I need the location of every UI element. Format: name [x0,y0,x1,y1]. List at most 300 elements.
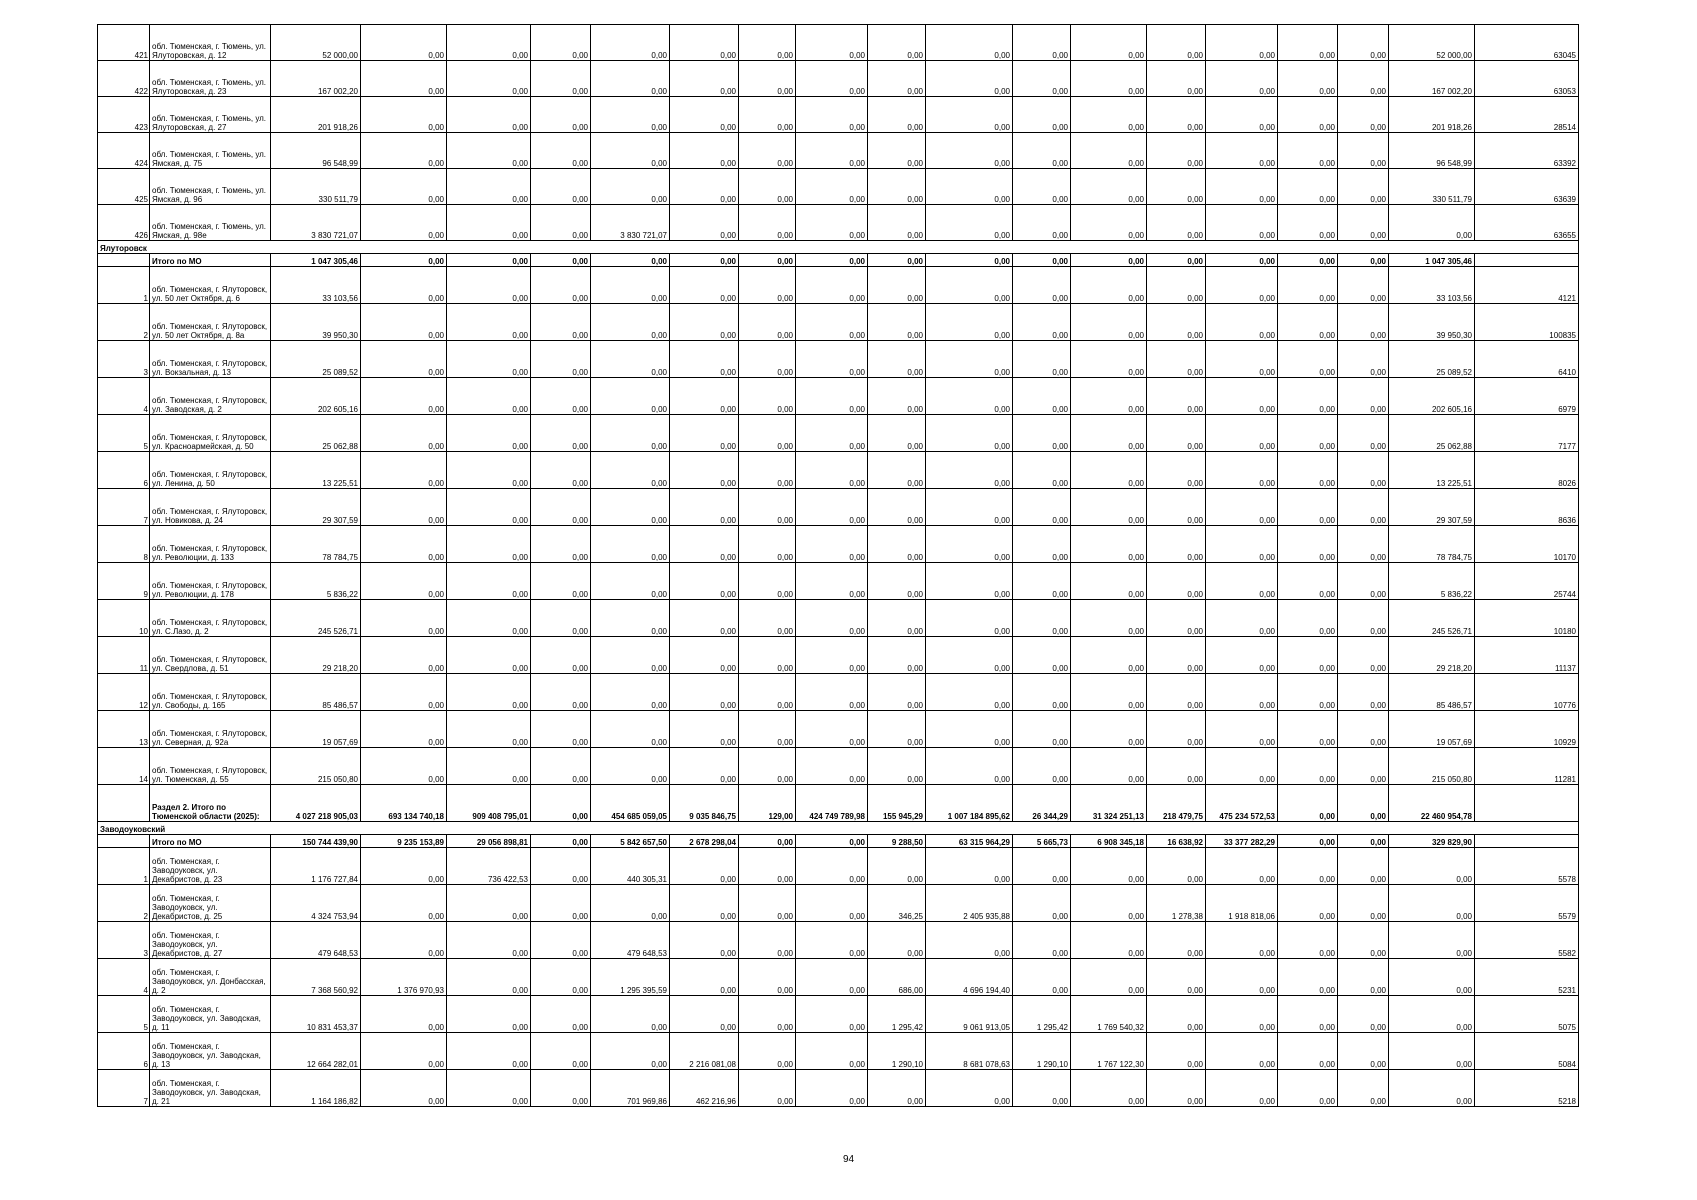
amount-cell: 0,00 [591,341,670,378]
amount-cell: 31 324 251,13 [1071,785,1147,822]
amount-cell: 0,00 [926,341,1013,378]
amount-cell: 0,00 [868,254,926,267]
amount-cell: 0,00 [796,254,868,267]
amount-cell: 0,00 [926,637,1013,674]
amount-cell: 1 164 186,82 [271,1070,361,1107]
table-row [98,600,1579,637]
amount-cell: 0,00 [796,267,868,304]
amount-cell: 0,00 [1278,922,1338,959]
amount-cell: 0,00 [868,563,926,600]
amount-cell: 167 002,20 [1389,61,1475,97]
amount-cell: 0,00 [1338,489,1389,526]
house-id-cell: 11137 [1475,637,1579,674]
amount-cell: 0,00 [447,1070,531,1107]
address-cell: обл. Тюменская, г. Ялуторовск, ул. Красноармейская, д. 50 [150,415,271,452]
amount-cell: 201 918,26 [1389,97,1475,133]
amount-cell: 4 027 218 905,03 [271,785,361,822]
table-row [98,341,1579,378]
amount-cell: 0,00 [1338,848,1389,885]
amount-cell: 0,00 [739,526,796,563]
house-id-cell: 10929 [1475,711,1579,748]
house-id-cell: 7177 [1475,415,1579,452]
table-row [98,452,1579,489]
table-row [98,848,1579,885]
amount-cell: 0,00 [1071,748,1147,785]
amount-cell: 0,00 [1147,526,1206,563]
amount-cell: 29 218,20 [1389,637,1475,674]
amount-cell: 0,00 [796,711,868,748]
amount-cell: 0,00 [1338,97,1389,133]
amount-cell: 0,00 [739,674,796,711]
table-row [98,885,1579,922]
amount-cell: 13 225,51 [271,452,361,489]
amount-cell: 0,00 [670,169,739,205]
amount-cell: 0,00 [531,97,591,133]
amount-cell: 0,00 [926,452,1013,489]
amount-cell: 0,00 [1013,674,1071,711]
row-number-cell: 7 [98,1070,150,1107]
amount-cell: 0,00 [926,205,1013,241]
amount-cell: 0,00 [1206,959,1278,996]
amount-cell: 29 218,20 [271,637,361,674]
amount-cell: 0,00 [739,959,796,996]
amount-cell: 0,00 [739,835,796,848]
amount-cell: 0,00 [361,600,447,637]
amount-cell: 0,00 [1278,785,1338,822]
amount-cell: 0,00 [739,637,796,674]
amount-cell: 0,00 [1278,996,1338,1033]
amount-cell: 0,00 [739,415,796,452]
section-header-row [98,822,1579,835]
amount-cell: 0,00 [447,169,531,205]
table-row [98,267,1579,304]
amount-cell: 0,00 [1147,637,1206,674]
amount-cell: 0,00 [670,378,739,415]
amount-cell: 0,00 [739,378,796,415]
amount-cell: 0,00 [1338,526,1389,563]
amount-cell: 0,00 [1389,922,1475,959]
row-number-cell: 422 [98,61,150,97]
amount-cell: 1 290,10 [1013,1033,1071,1070]
amount-cell: 0,00 [591,169,670,205]
amount-cell: 202 605,16 [271,378,361,415]
amount-cell: 0,00 [1338,674,1389,711]
amount-cell: 0,00 [361,637,447,674]
amount-cell: 0,00 [796,341,868,378]
amount-cell: 0,00 [1013,711,1071,748]
amount-cell: 96 548,99 [271,133,361,169]
amount-cell: 0,00 [868,1070,926,1107]
amount-cell: 909 408 795,01 [447,785,531,822]
amount-cell: 0,00 [1071,885,1147,922]
row-number-cell: 424 [98,133,150,169]
amount-cell: 5 842 657,50 [591,835,670,848]
amount-cell: 0,00 [868,711,926,748]
amount-cell: 0,00 [670,922,739,959]
house-id-cell: 28514 [1475,97,1579,133]
amount-cell: 0,00 [1147,169,1206,205]
amount-cell: 0,00 [926,922,1013,959]
amount-cell: 16 638,92 [1147,835,1206,848]
amount-cell: 0,00 [531,922,591,959]
amount-cell: 85 486,57 [271,674,361,711]
amount-cell: 462 216,96 [670,1070,739,1107]
amount-cell: 215 050,80 [1389,748,1475,785]
amount-cell: 0,00 [1013,452,1071,489]
amount-cell: 0,00 [1147,254,1206,267]
amount-cell: 0,00 [1071,959,1147,996]
address-cell: обл. Тюменская, г. Заводоуковск, ул. Заводская, д. 21 [150,1070,271,1107]
house-id-cell [1475,785,1579,822]
amount-cell: 0,00 [1147,922,1206,959]
amount-cell: 0,00 [1206,304,1278,341]
amount-cell: 0,00 [361,526,447,563]
amount-cell: 0,00 [531,489,591,526]
amount-cell: 0,00 [1206,489,1278,526]
amount-cell: 1 047 305,46 [1389,254,1475,267]
address-cell: обл. Тюменская, г. Ялуторовск, ул. Ленина, д. 50 [150,452,271,489]
amount-cell: 0,00 [1013,61,1071,97]
address-cell: Итого по МО [150,835,271,848]
house-id-cell: 63392 [1475,133,1579,169]
amount-cell: 0,00 [868,205,926,241]
amount-cell: 0,00 [739,452,796,489]
table-row [98,489,1579,526]
amount-cell: 1 769 540,32 [1071,996,1147,1033]
amount-cell: 479 648,53 [271,922,361,959]
amount-cell: 0,00 [739,600,796,637]
amount-cell: 0,00 [670,489,739,526]
amount-cell: 0,00 [1278,169,1338,205]
amount-cell: 0,00 [1071,304,1147,341]
row-number-cell: 426 [98,205,150,241]
amount-cell: 0,00 [1338,637,1389,674]
amount-cell: 0,00 [591,97,670,133]
address-cell: обл. Тюменская, г. Ялуторовск, ул. С.Лазо, д. 2 [150,600,271,637]
amount-cell: 0,00 [1338,61,1389,97]
amount-cell: 0,00 [1338,785,1389,822]
amount-cell: 0,00 [1147,452,1206,489]
amount-cell: 0,00 [1071,378,1147,415]
amount-cell: 0,00 [531,885,591,922]
amount-cell: 0,00 [926,748,1013,785]
amount-cell: 701 969,86 [591,1070,670,1107]
amount-cell: 0,00 [1071,169,1147,205]
address-cell: обл. Тюменская, г. Заводоуковск, ул. Декабристов, д. 23 [150,848,271,885]
total-row [98,254,1579,267]
amount-cell: 0,00 [531,674,591,711]
amount-cell: 0,00 [591,711,670,748]
amount-cell: 0,00 [1278,254,1338,267]
amount-cell: 0,00 [1071,489,1147,526]
amount-cell: 0,00 [447,341,531,378]
amount-cell: 0,00 [670,341,739,378]
amount-cell: 201 918,26 [271,97,361,133]
amount-cell: 0,00 [361,205,447,241]
amount-cell: 0,00 [1278,61,1338,97]
amount-cell: 0,00 [670,304,739,341]
amount-cell: 0,00 [1278,1033,1338,1070]
amount-cell: 0,00 [739,61,796,97]
amount-cell: 0,00 [447,674,531,711]
amount-cell: 0,00 [361,1070,447,1107]
amount-cell: 0,00 [796,415,868,452]
house-id-cell: 63053 [1475,61,1579,97]
row-number-cell: 1 [98,848,150,885]
amount-cell: 0,00 [447,254,531,267]
amount-cell: 63 315 964,29 [926,835,1013,848]
amount-cell: 0,00 [531,205,591,241]
table-row [98,711,1579,748]
amount-cell: 0,00 [1147,674,1206,711]
amount-cell: 0,00 [1147,61,1206,97]
total-row [98,785,1579,822]
amount-cell: 0,00 [531,304,591,341]
amount-cell: 0,00 [1278,378,1338,415]
amount-cell: 0,00 [447,378,531,415]
amount-cell: 346,25 [868,885,926,922]
amount-cell: 0,00 [1206,600,1278,637]
amount-cell: 0,00 [447,563,531,600]
amount-cell: 0,00 [1206,1033,1278,1070]
amount-cell: 33 103,56 [271,267,361,304]
amount-cell: 0,00 [531,1033,591,1070]
amount-cell: 0,00 [531,1070,591,1107]
amount-cell: 0,00 [1206,1070,1278,1107]
amount-cell: 0,00 [447,61,531,97]
amount-cell: 0,00 [1147,1033,1206,1070]
amount-cell: 0,00 [447,600,531,637]
amount-cell: 0,00 [361,563,447,600]
amount-cell: 0,00 [1071,1070,1147,1107]
table-row [98,563,1579,600]
row-number-cell: 9 [98,563,150,600]
section-title: Ялуторовск [98,241,1579,254]
address-cell: обл. Тюменская, г. Заводоуковск, ул. Декабристов, д. 25 [150,885,271,922]
amount-cell: 0,00 [1338,711,1389,748]
house-id-cell: 6410 [1475,341,1579,378]
amount-cell: 0,00 [1147,489,1206,526]
table-row [98,526,1579,563]
amount-cell: 0,00 [1338,885,1389,922]
amount-cell: 78 784,75 [1389,526,1475,563]
amount-cell: 0,00 [447,415,531,452]
amount-cell: 0,00 [531,959,591,996]
amount-cell: 0,00 [447,25,531,61]
amount-cell: 0,00 [739,267,796,304]
amount-cell: 0,00 [1147,848,1206,885]
amount-cell: 0,00 [670,711,739,748]
amount-cell: 0,00 [1206,61,1278,97]
amount-cell: 96 548,99 [1389,133,1475,169]
amount-cell: 0,00 [531,996,591,1033]
amount-cell: 0,00 [1147,205,1206,241]
amount-cell: 0,00 [796,61,868,97]
row-number-cell [98,785,150,822]
amount-cell: 0,00 [591,637,670,674]
amount-cell: 0,00 [868,378,926,415]
amount-cell: 0,00 [739,748,796,785]
amount-cell: 0,00 [1278,674,1338,711]
amount-cell: 0,00 [1389,205,1475,241]
amount-cell: 0,00 [1013,341,1071,378]
amount-cell: 0,00 [1206,415,1278,452]
amount-cell: 0,00 [1278,1070,1338,1107]
amount-cell: 0,00 [1013,1070,1071,1107]
amount-cell: 9 061 913,05 [926,996,1013,1033]
amount-cell: 0,00 [670,205,739,241]
amount-cell: 0,00 [531,61,591,97]
amount-cell: 52 000,00 [271,25,361,61]
amount-cell: 0,00 [361,1033,447,1070]
amount-cell: 0,00 [670,267,739,304]
amount-cell: 0,00 [1071,922,1147,959]
table-row [98,748,1579,785]
amount-cell: 1 176 727,84 [271,848,361,885]
amount-cell: 0,00 [361,304,447,341]
amount-cell: 0,00 [591,563,670,600]
amount-cell: 0,00 [926,304,1013,341]
amount-cell: 202 605,16 [1389,378,1475,415]
amount-cell: 129,00 [739,785,796,822]
table-row [98,97,1579,133]
amount-cell: 0,00 [361,378,447,415]
amount-cell: 0,00 [796,959,868,996]
amount-cell: 0,00 [1147,97,1206,133]
table-row [98,378,1579,415]
amount-cell: 0,00 [447,637,531,674]
amount-cell: 0,00 [1071,637,1147,674]
row-number-cell: 421 [98,25,150,61]
house-id-cell: 63655 [1475,205,1579,241]
house-id-cell: 10776 [1475,674,1579,711]
amount-cell: 0,00 [1206,563,1278,600]
amount-cell: 0,00 [1206,25,1278,61]
amount-cell: 0,00 [1389,959,1475,996]
amount-cell: 0,00 [868,452,926,489]
row-number-cell: 6 [98,1033,150,1070]
amount-cell: 0,00 [1206,341,1278,378]
amount-cell: 0,00 [1206,267,1278,304]
amount-cell: 0,00 [926,489,1013,526]
amount-cell: 0,00 [531,267,591,304]
amount-cell: 0,00 [926,600,1013,637]
amount-cell: 0,00 [1278,133,1338,169]
amount-cell: 0,00 [868,526,926,563]
amount-cell: 0,00 [1338,267,1389,304]
amount-cell: 0,00 [1278,526,1338,563]
amount-cell: 0,00 [1071,267,1147,304]
house-id-cell: 5579 [1475,885,1579,922]
address-cell: обл. Тюменская, г. Заводоуковск, ул. Заводская, д. 11 [150,996,271,1033]
amount-cell: 0,00 [1013,848,1071,885]
amount-cell: 0,00 [1206,169,1278,205]
amount-cell: 13 225,51 [1389,452,1475,489]
amount-cell: 0,00 [1147,341,1206,378]
amount-cell: 0,00 [670,61,739,97]
amount-cell: 0,00 [531,415,591,452]
amount-cell: 0,00 [1338,205,1389,241]
address-cell: обл. Тюменская, г. Ялуторовск, ул. 50 лет Октября, д. 6 [150,267,271,304]
house-id-cell: 5578 [1475,848,1579,885]
amount-cell: 12 664 282,01 [271,1033,361,1070]
amount-cell: 22 460 954,78 [1389,785,1475,822]
table-row [98,674,1579,711]
amount-cell: 0,00 [796,169,868,205]
amount-cell: 0,00 [531,133,591,169]
amount-cell: 0,00 [1206,922,1278,959]
house-id-cell: 10180 [1475,600,1579,637]
amount-cell: 0,00 [361,489,447,526]
amount-cell: 0,00 [361,133,447,169]
amount-cell: 0,00 [361,169,447,205]
amount-cell: 0,00 [1071,563,1147,600]
house-id-cell: 5218 [1475,1070,1579,1107]
amount-cell: 0,00 [670,415,739,452]
amount-cell: 0,00 [796,526,868,563]
amount-cell: 0,00 [926,97,1013,133]
row-number-cell: 5 [98,996,150,1033]
amount-cell: 0,00 [796,848,868,885]
amount-cell: 0,00 [1013,304,1071,341]
amount-cell: 39 950,30 [271,304,361,341]
amount-cell: 0,00 [1389,848,1475,885]
table-row [98,25,1579,61]
address-cell: обл. Тюменская, г. Тюмень, ул. Ямская, д. 98е [150,205,271,241]
amount-cell: 0,00 [1147,600,1206,637]
amount-cell: 0,00 [1206,674,1278,711]
address-cell: обл. Тюменская, г. Ялуторовск, ул. Новикова, д. 24 [150,489,271,526]
amount-cell: 0,00 [531,637,591,674]
row-number-cell: 8 [98,526,150,563]
address-cell: обл. Тюменская, г. Ялуторовск, ул. Вокзальная, д. 13 [150,341,271,378]
amount-cell: 0,00 [796,563,868,600]
amount-cell: 0,00 [1338,959,1389,996]
amount-cell: 0,00 [361,711,447,748]
amount-cell: 0,00 [447,304,531,341]
amount-cell: 0,00 [1147,25,1206,61]
amount-cell: 0,00 [1147,563,1206,600]
amount-cell: 0,00 [926,711,1013,748]
amount-cell: 0,00 [591,267,670,304]
amount-cell: 0,00 [1071,205,1147,241]
row-number-cell: 4 [98,959,150,996]
amount-cell: 0,00 [1071,452,1147,489]
amount-cell: 0,00 [1071,848,1147,885]
amount-cell: 0,00 [1071,600,1147,637]
amount-cell: 0,00 [796,489,868,526]
amount-cell: 0,00 [1013,133,1071,169]
amount-cell: 0,00 [739,304,796,341]
row-number-cell [98,835,150,848]
address-cell: обл. Тюменская, г. Заводоуковск, ул. Заводская, д. 13 [150,1033,271,1070]
amount-cell: 9 235 153,89 [361,835,447,848]
address-cell: обл. Тюменская, г. Тюмень, ул. Ялуторовская, д. 12 [150,25,271,61]
amount-cell: 0,00 [361,25,447,61]
table-row [98,1033,1579,1070]
amount-cell: 0,00 [868,637,926,674]
amount-cell: 150 744 439,90 [271,835,361,848]
amount-cell: 0,00 [739,996,796,1033]
amount-cell: 0,00 [796,637,868,674]
row-number-cell: 13 [98,711,150,748]
amount-cell: 0,00 [1278,885,1338,922]
amount-cell: 1 295,42 [1013,996,1071,1033]
amount-cell: 0,00 [868,748,926,785]
amount-cell: 1 278,38 [1147,885,1206,922]
amount-cell: 0,00 [1147,415,1206,452]
amount-cell: 454 685 059,05 [591,785,670,822]
